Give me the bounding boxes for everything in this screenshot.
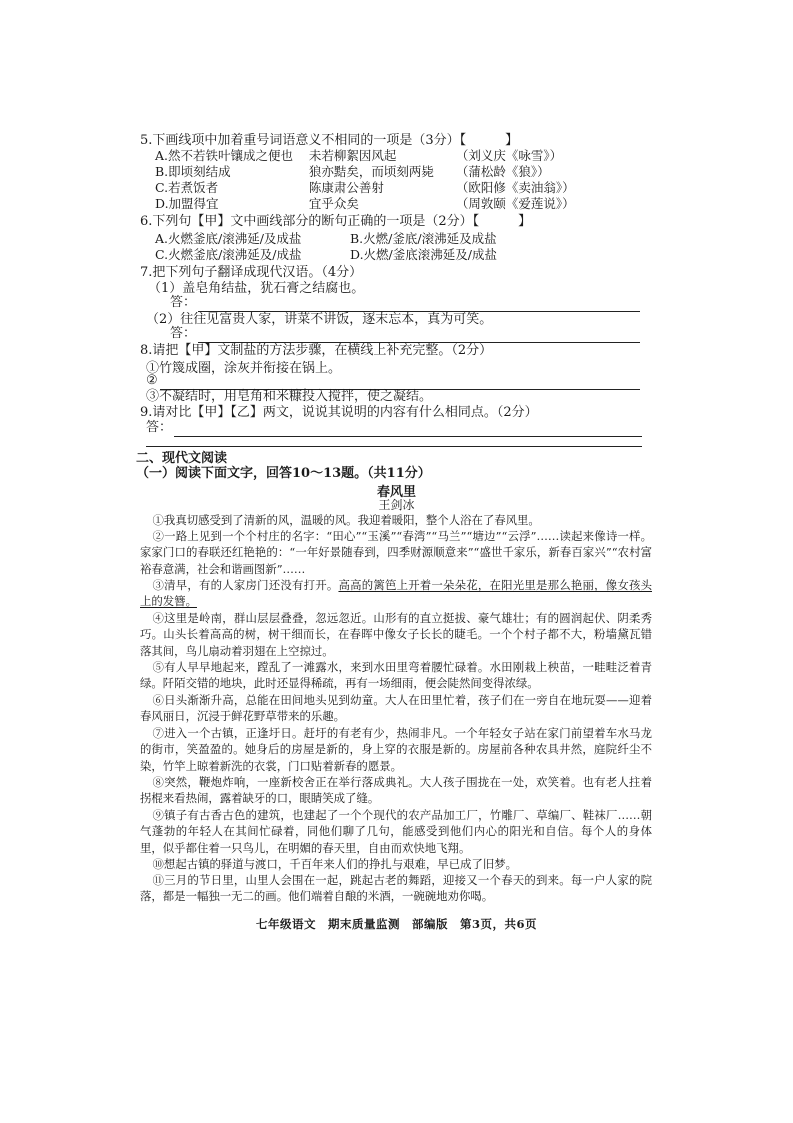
answer-line-7-2[interactable]	[170, 325, 640, 343]
option-row	[155, 196, 575, 212]
option-row	[155, 247, 555, 263]
answer-rule	[174, 424, 642, 437]
answer-rule-extra[interactable]	[146, 446, 642, 447]
article-paragraph-1: ①我真切感受到了清新的风，温暖的风。我迎着暖阳，整个人浴在了春风里。	[152, 513, 540, 527]
answer-label: 答：	[170, 326, 197, 341]
question-8-stem: 8.请把【甲】文制盐的方法步骤，在横线上补充完整。（2分）	[140, 343, 493, 358]
option-row	[155, 148, 575, 164]
option-d-source: （周敦颐《爱莲说》）	[455, 196, 575, 211]
option-d-text: D.加盟得宜	[155, 196, 219, 211]
option-d-compare: 宜乎众矣	[308, 196, 359, 211]
option-c-source: （欧阳修《卖油翁》）	[455, 180, 575, 195]
article-paragraph-2: ②一路上见到一个个村庄的名字：“田心”“玉溪”“春湾”“马兰”“塘边”“云浮”……读起来像诗一样。家家门口的春联还红艳艳的：“一年好景随春到，四季财源顺意来”“盛世千家乐，新春百家兴”“农村富裕春意满，社会和谐画图新”……	[140, 529, 652, 576]
option-a-compare: 未若柳絮因风起	[308, 148, 397, 163]
article-paragraph-11: ⑪三月的节日里，山里人会围在一起，跳起古老的舞蹈，迎接又一个春天的到来。每一户人家的院落，都是一幅独一无二的画。他们端着自酿的米酒，一碗碗地劝你喝。	[140, 873, 652, 904]
article-paragraph-3	[140, 577, 652, 610]
article-paragraph-6: ⑥日头渐渐升高，总能在田间地头见到幼童。大人在田里忙着，孩子们在一旁自在地玩耍——迎着春风丽日，沉浸于鲜花野草带来的乐趣。	[140, 693, 652, 724]
question-9-stem: 9.请对比【甲】【乙】两文，说说其说明的内容有什么相同点。（2分）	[140, 405, 538, 420]
question-5-stem: 5.下画线项中加着重号词语意义不相同的一项是（3分）【 】	[140, 133, 519, 148]
section-subheading: （一）阅读下面文字，回答10～13题。（共11分）	[136, 466, 431, 481]
option-c: C.火燃釜底/滚沸延及/成盐	[155, 247, 302, 262]
question-7-sentence-1: （1）盖皂角结盐，犹石膏之结腐也。	[148, 281, 365, 296]
article-paragraph-4: ④这里是岭南，群山层层叠叠，忽远忽近。山形有的直立挺拔、豪气雄壮；有的圆润起伏、阴柔秀巧。山头长着高高的树，树干细而长，在春晖中像女子长长的睫毛。一个个村子都不大，粉墙黛瓦错落其间，鸟儿扇动着羽翅在上空掠过。	[140, 611, 652, 658]
option-b-source: （蒲松龄《狼》）	[455, 164, 550, 179]
answer-line-9[interactable]	[146, 419, 642, 437]
option-b: B.火燃/釜底/滚沸延及成盐	[350, 231, 497, 246]
question-8-step-3: ③不凝结时，用皂角和米糠投入搅拌，使之凝结。	[146, 389, 433, 404]
option-a-text: A.然不若铁叶镶成之便也	[155, 148, 294, 163]
section-heading: 二、现代文阅读	[136, 451, 228, 466]
article-paragraph-5: ⑤有人早早地起来，蹚乱了一滩露水，来到水田里弯着腰忙碌着。水田刚栽上秧苗，一畦畦泛着青绿。阡陌交错的地块，此时还显得稀疏，再有一场细雨，便会陡然间变得浓绿。	[140, 660, 652, 691]
option-b-text: B.即顷刻结成	[155, 164, 231, 179]
option-a-source: （刘义庆《咏雪》）	[455, 148, 563, 163]
option-c-text: C.若煮饭者	[155, 180, 219, 195]
answer-line-7-1[interactable]	[170, 294, 640, 312]
question-7-stem: 7.把下列句子翻译成现代汉语。（4分）	[140, 265, 363, 280]
option-b-compare: 狼亦黠矣，而顷刻两毙	[308, 164, 434, 179]
question-7-sentence-2: （2）往往见富贵人家，讲菜不讲饭，逐末忘本，真为可笑。	[146, 312, 493, 327]
option-d: D.火燃/釜底滚沸延及/成盐	[350, 247, 497, 262]
option-row	[155, 164, 575, 180]
paragraph-3-underlined: 高高的篱笆上开着一朵朵花，在阳光里是那么艳丽，像女孩头上的发簪。	[140, 578, 652, 609]
option-row	[155, 180, 575, 196]
question-6-options	[155, 231, 555, 263]
paragraph-3-text: ③清早，有的人家房门还没有打开。	[152, 578, 339, 592]
article-paragraph-7: ⑦进入一个古镇，正逢圩日。赶圩的有老有少，热闹非凡。一个年轻女子站在家门前望着车水马龙的街市，笑盈盈的。她身后的房屋是新的，身上穿的衣服是新的。房屋前各种农具井然，庭院纤尘不染，竹竿上晾着新洗的衣裳，门口贴着新春的愿景。	[140, 726, 652, 773]
answer-label: 答：	[146, 420, 173, 435]
step-2-label: ②	[146, 373, 158, 388]
article-title: 春风里	[376, 485, 416, 500]
question-6-stem: 6.下列句【甲】文中画线部分的断句正确的一项是（2分）【 】	[140, 214, 532, 229]
article-paragraph-8: ⑧突然，鞭炮炸响，一座新校舍正在举行落成典礼。大人孩子围拢在一处，欢笑着。也有老人拄着拐棍来看热闹，露着缺牙的口，眼睛笑成了缝。	[140, 775, 652, 806]
question-5-options	[155, 148, 575, 212]
article-paragraph-10: ⑩想起古镇的驿道与渡口，千百年来人们的挣扎与艰难，早已成了旧梦。	[152, 857, 518, 871]
option-a: A.火燃釜底/滚沸延/及成盐	[155, 231, 302, 246]
page-footer: 七年级语文 期末质量监测 部编版 第3页，共6页	[255, 917, 537, 931]
article-author: 王剑冰	[378, 498, 415, 512]
answer-label: 答：	[170, 295, 197, 310]
option-row	[155, 231, 555, 247]
option-c-compare: 陈康肃公善射	[308, 180, 384, 195]
question-8-step-1: ①竹篾成圈，涂灰并衔接在锅上。	[146, 361, 342, 376]
article-paragraph-9: ⑨镇子有古香古色的建筑，也建起了一个个现代的农产品加工厂，竹雕厂、草编厂、鞋袜厂……朝气蓬勃的年轻人在其间忙碌着，同他们聊了几句，能感受到他们内心的阳光和自信。每个人的身体里，似乎都住着一只鸟儿，在明媚的春天里，自由而欢快地飞翔。	[140, 808, 652, 855]
